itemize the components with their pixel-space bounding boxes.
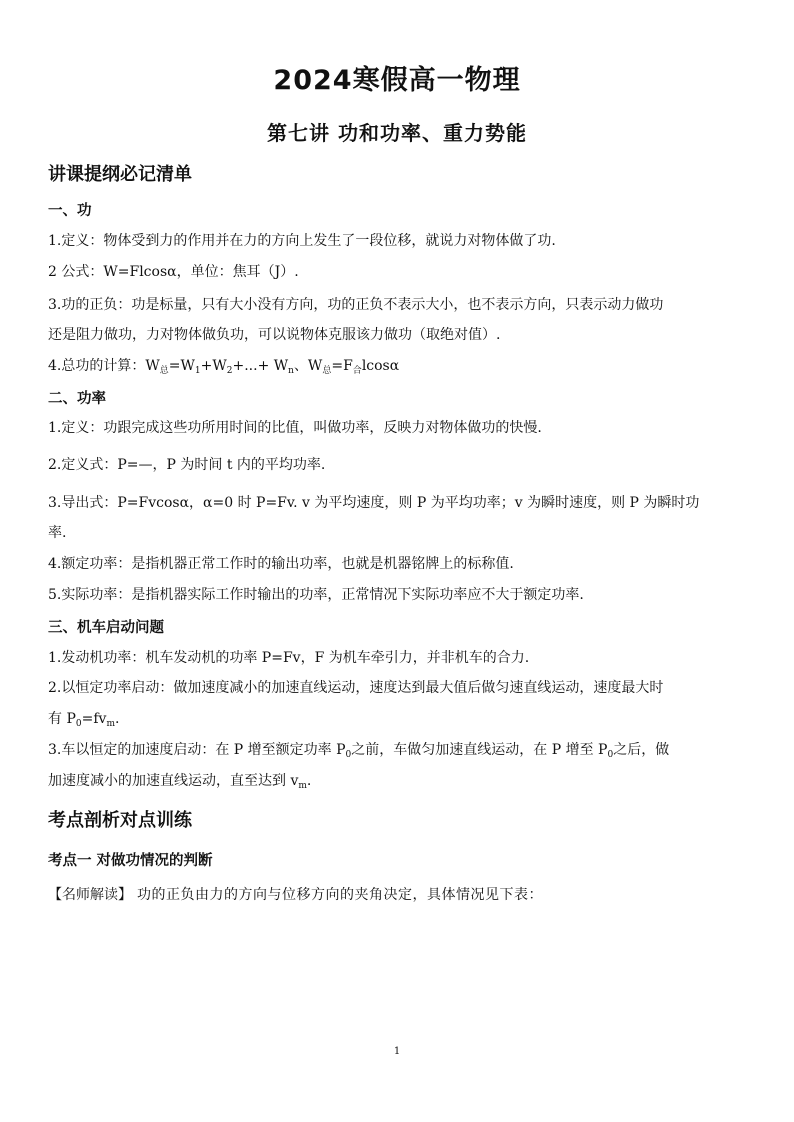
teacher-tip	[48, 880, 748, 910]
text-run: .	[306, 773, 312, 789]
text-run: +...+ W	[232, 358, 289, 374]
subscript: 0	[75, 719, 82, 729]
subscript: 总	[322, 366, 332, 376]
text-run: 4.总功的计算：W	[48, 358, 160, 374]
part2-formula: 2.定义式：P=—，P 为时间 t 内的平均功率.	[48, 457, 326, 473]
part3-constant-power-line2	[48, 704, 748, 734]
subscript: 2	[226, 366, 233, 376]
text-run: +W	[200, 358, 227, 374]
part2-derived-line1: 3.导出式：P=Fvcosα，α=0 时 P=Fv. v 为平均速度，则 P 为平均功率；v 为瞬时速度，则 P 为瞬时功	[48, 495, 700, 511]
part3-constant-power-line1: 2.以恒定功率启动：做加速度减小的加速直线运动，速度达到最大值后做匀速直线运动，速度最大时	[48, 680, 664, 696]
part1-definition: 1.定义：物体受到力的作用并在力的方向上发生了一段位移，就说力对物体做了功.	[48, 233, 556, 249]
exam-point-heading: 考点一 对做功情况的判断	[48, 853, 213, 869]
text-run: =W	[168, 358, 195, 374]
page-number: 1	[393, 1046, 401, 1057]
subscript: 总	[159, 366, 169, 376]
subscript: n	[288, 366, 294, 376]
part3-heading: 三、机车启动问题	[48, 620, 164, 636]
subscript: 合	[352, 366, 362, 376]
lecture-title: 第七讲 功和功率、重力势能	[267, 121, 527, 145]
text-run: 加速度减小的加速直线运动，直至达到 v	[48, 773, 299, 789]
subscript: m	[298, 781, 307, 791]
subscript: m	[106, 719, 115, 729]
part3-constant-accel-line2	[48, 766, 748, 796]
part2-heading: 二、功率	[48, 391, 106, 407]
part3-engine-power: 1.发动机功率：机车发动机的功率 P=Fv，F 为机车牵引力，并非机车的合力.	[48, 650, 530, 666]
part1-sign-line2: 还是阻力做功，力对物体做负功，可以说物体克服该力做功（取绝对值）.	[48, 327, 501, 343]
text-run: 之后，做	[613, 742, 670, 758]
text-run: 之前，车做匀加速直线运动，在 P 增至 P	[351, 742, 608, 758]
text-run: 3.车以恒定的加速度启动：在 P 增至额定功率 P	[48, 742, 346, 758]
text-run: lcosα	[361, 358, 400, 374]
part2-actual-power: 5.实际功率：是指机器实际工作时输出的功率，正常情况下实际功率应不大于额定功率.	[48, 587, 584, 603]
part1-heading: 一、功	[48, 203, 92, 219]
text-run: 、W	[293, 358, 323, 374]
part1-total-work	[48, 351, 748, 381]
subscript: 1	[194, 366, 201, 376]
part2-rated-power: 4.额定功率：是指机器正常工作时的输出功率，也就是机器铭牌上的标称值.	[48, 556, 514, 572]
part1-formula: 2 公式：W=Flcosα，单位：焦耳（J）.	[48, 264, 299, 280]
tip-label: 【名师解读】	[48, 887, 132, 903]
text-run: =F	[331, 358, 353, 374]
part3-constant-accel-line1	[48, 735, 748, 765]
text-run: 有 P	[48, 711, 76, 727]
part2-derived-line2: 率.	[48, 525, 67, 541]
text-run: =fv	[81, 711, 107, 727]
tip-text: 功的正负由力的方向与位移方向的夹角决定，具体情况见下表：	[132, 887, 543, 903]
section-heading-outline: 讲课提纲必记清单	[48, 164, 192, 185]
text-run: .	[114, 711, 120, 727]
part1-sign-line1: 3.功的正负：功是标量，只有大小没有方向，功的正负不表示大小，也不表示方向，只表示动力做功	[48, 297, 664, 313]
document-title: 2024寒假高一物理	[273, 65, 521, 96]
part2-definition: 1.定义：功跟完成这些功所用时间的比值，叫做功率，反映力对物体做功的快慢.	[48, 420, 542, 436]
subscript: 0	[607, 750, 614, 760]
section-heading-practice: 考点剖析对点训练	[48, 810, 192, 831]
subscript: 0	[345, 750, 352, 760]
